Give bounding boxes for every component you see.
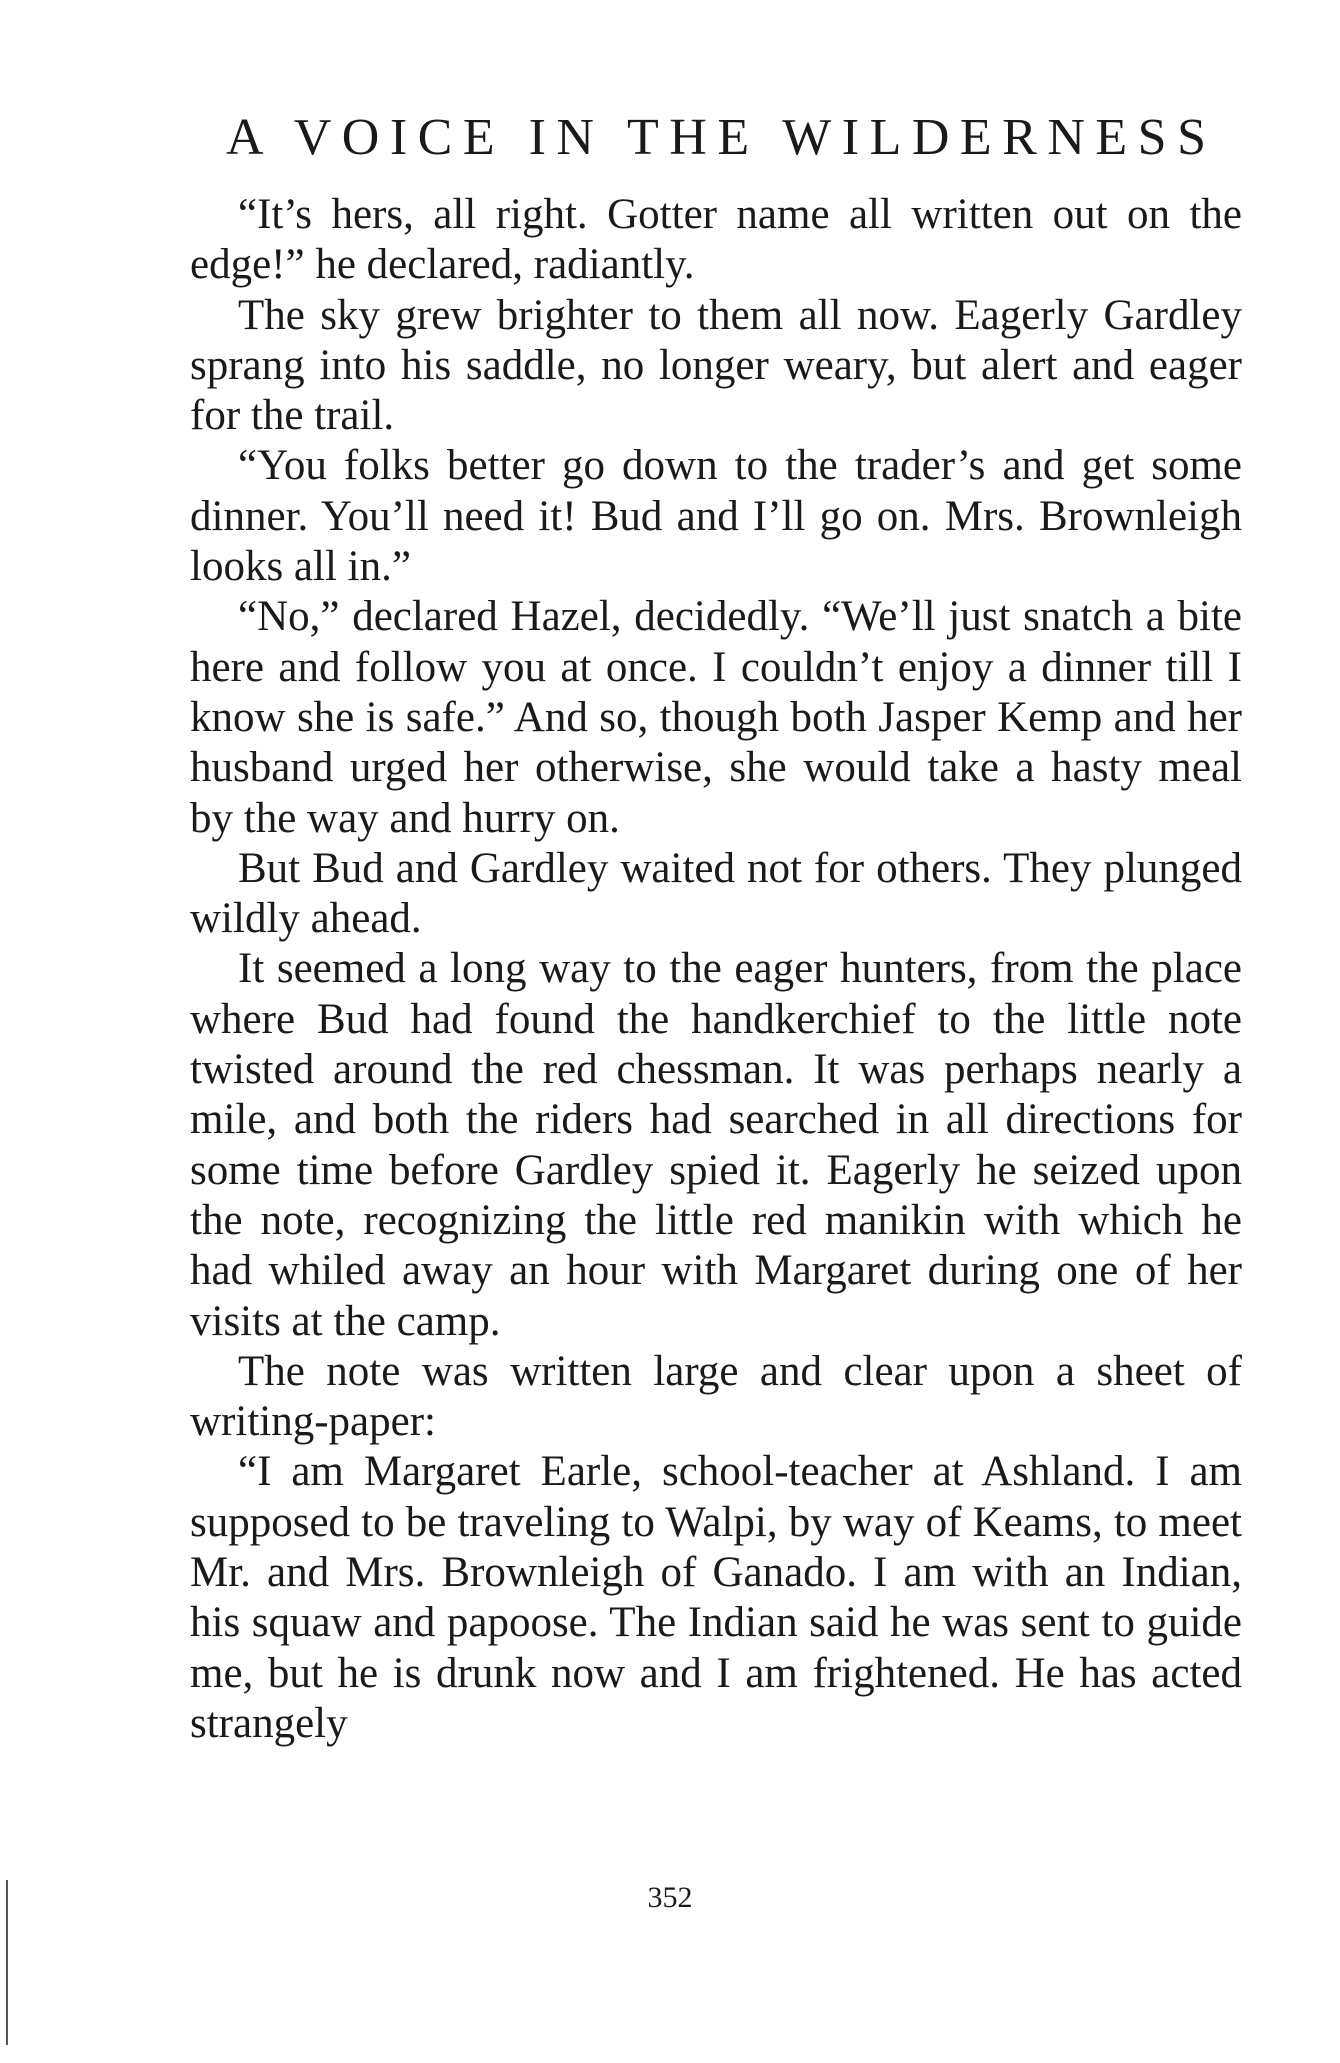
paragraph: “You folks better go down to the trader’s and get some dinner. You’ll need it! Bud and I’ll go on. Mrs. Brownleigh looks all in.”: [190, 442, 1242, 591]
paragraph: “It’s hers, all right. Gotter name all written out on the edge!” he declared, radiantly.: [190, 191, 1242, 289]
paragraph: But Bud and Gardley waited not for others. They plunged wildly ahead.: [190, 844, 1242, 943]
page-number: 352: [647, 1881, 693, 1914]
paragraph: It seemed a long way to the eager hunters, from the place where Bud had found the handkerchief to the little note twisted around the red chessman. It was perhaps nearly a mile, and both the riders had searched in all directions for some time before Gardley spied it. Eagerly he seized upon the note, recognizing the little red manikin with which he had whiled away an hour with Margaret during one of her visits at the camp.: [190, 945, 1242, 1345]
paragraph: “I am Margaret Earle, school-teacher at Ashland. I am supposed to be traveling to Walpi, by way of Keams, to meet Mr. and Mrs. Brownleigh of Ganado. I am with an Indian, his squaw and papoose. The Indian said he was sent to guide me, but he is drunk now and I am frightened. He has acted strangely: [190, 1448, 1242, 1747]
paragraph: The sky grew brighter to them all now. Eagerly Gardley sprang into his saddle, no longer weary, but alert and eager for the trail.: [190, 291, 1242, 440]
paragraph: “No,” declared Hazel, decidedly. “We’ll just snatch a bite here and follow you at once. I couldn’t enjoy a dinner till I know she is safe.” And so, though both Jasper Kemp and her husband urged her otherwise, she would take a hasty meal by the way and hurry on.: [190, 593, 1242, 842]
running-head: A VOICE IN THE WILDERNESS: [226, 109, 1217, 166]
body-text: [190, 190, 1242, 1749]
gutter-edge-line: [6, 1880, 8, 2045]
paragraph: The note was written large and clear upon a sheet of writing-paper:: [190, 1347, 1242, 1446]
